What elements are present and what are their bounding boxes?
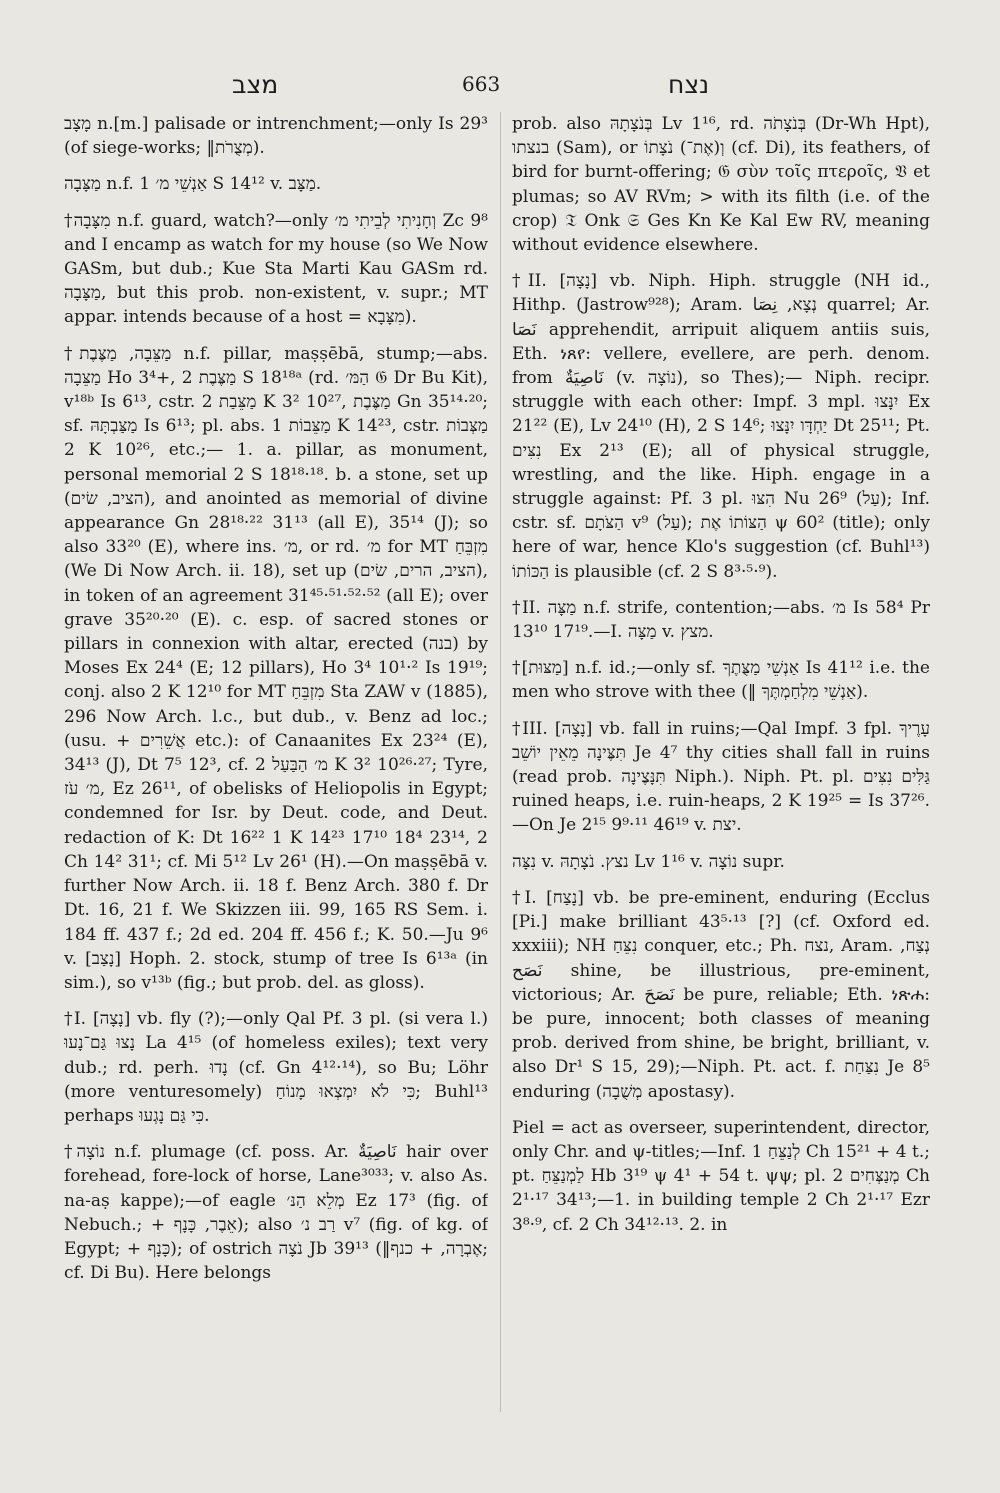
entry: †I. [נָצָה] vb. fly (?);—only Qal Pf. 3 pl. (si vera l.) נָצוּ גַּם־נָעוּ La 4¹⁵ (of homeless exiles); text very dub.; rd. perh. נָדוּ (cf. Gn 4¹²·¹⁴), so Bu; Löhr (more venturesomely) כִּי לֹא יִמְצְאוּ מָנוֹחַ; Buhl¹³ perhaps כִּי גַּם נָגְעוּ. [64, 1009, 488, 1126]
entry: Piel = act as overseer, superintendent, director, only Chr. and ψ-titles;—Inf. לְנַצֵּחַ 1 Ch 15²¹ + 4 t.; pt. לַמְנַצֵּחַ Hb 3¹⁹ ψ 4¹ + 54 t. ψψ; pl. מְנַצְּחִים 2 Ch 2¹·¹⁷ 34¹³;—1. in building temple 2 Ch 2¹·¹⁷ Ezr 3⁸·⁹, cf. 2 Ch 34¹²·¹³. 2. in [512, 1117, 930, 1235]
entry: †II. מַצָּה n.f. strife, contention;—abs. מ׳ Is 58⁴ Pr 13¹⁰ 17¹⁹.—I. מַצָּה v. מצץ. [512, 597, 930, 643]
running-head-right: נצח [668, 70, 710, 99]
entry: †II. [נָצָה] vb. Niph. Hiph. struggle (NH id., Hithp. (Jastrow⁹²⁸); Aram. נְצָא, نِصَا quarrel; Ar. نَصَا apprehendit, arripuit aliquem antiis suis, Eth. ነጸየ: vellere, evellere, are perh. denom. from نَاصِيَةٌ (v. נוֹצָה), so Thes);— Niph. recipr. struggle with each other: Impf. 3 mpl. יִנָּצוּ Ex 21²² (E), Lv 24¹⁰ (H), 2 S 14⁶; יַחְדָּו יִנָּצוּ Dt 25¹¹; Pt. נִצִּים Ex 2¹³ (E); all of physical struggle, wrestling, and the like. Hiph. engage in a struggle against: Pf. 3 pl. הִצּוּ Nu 26⁹ (עַל); Inf. cstr. sf. הַצֹּתָם v⁹ (עַל); הַצּוֹתוֹ אֶת ψ 60² (title); only here of war, hence Klo's suggestion (cf. Buhl¹³) הַכּוֹתוֹ is plausible (cf. 2 S 8³·⁵·⁹). [512, 271, 930, 582]
entry: נִצָּה v. נצץ. נֹצָתָהּ Lv 1¹⁶ v. נוֹצָה supr. [512, 851, 785, 872]
entry: †I. [נָצַח] vb. be pre-eminent, enduring (Ecclus [Pi.] make brilliant 43⁵·¹³ [?] (cf. Oxford ed. xxxiii); NH נִצֵּחַ conquer, etc.; Ph. נצח, Aram. נְצַח, نَصَح shine, be illustrious, pre-eminent, victorious; Ar. نَصَحَ be pure, reliable; Eth. ነጽሐ: be pure, innocent; both classes of meaning prob. derived from shine, be bright, brilliant, v. also Dr¹ S 15, 29);—Niph. Pt. act. f. נִצַּחַת Je 8⁵ enduring (מְשֻׁבָה apostasy). [512, 887, 930, 1102]
entry: †III. [נָצָה] vb. fall in ruins;—Qal Impf. 3 fpl. עָרֶיךָ תִּצֶּינָה מֵאֵין יוֹשֵׁב Je 4⁷ thy cities shall fall in ruins (read prob. תִּנָּצֶינָה Niph.). Niph. Pt. pl. גַּלִּים נִצִּים ruined heaps, i.e. ruin-heaps, 2 K 19²⁵ = Is 37²⁶.—On Je 2¹⁵ 9⁹·¹¹ 46¹⁹ v. יצת. [512, 718, 930, 836]
page-number: 663 [462, 72, 501, 96]
entry: †נוֹצָה n.f. plumage (cf. poss. Ar. نَاصِيَةٌ hair over forehead, fore-lock of horse, Lane³⁰³³; v. also As. na-aṣ kappe);—of eagle מְלֵא הַנּ׳ Ez 17³ (fig. of Nebuch.; + אֵבֶר, כָּנָף); also רַב נ׳ v⁷ (fig. of kg. of Egypt; + כָּנָף); of ostrich נֹצָה Jb 39¹³ (‖אֶבְרָה, + כנף; cf. Di Bu). Here belongs [64, 1142, 488, 1284]
entry: prob. also בְּנֹצָתָהּ Lv 1¹⁶, rd. בְּנֹצָתֹה (Dr-Wh Hpt), בנצתו (Sam), or וְ(אֶת־) נֹצָתוֹ (cf. Di), its feathers, of bird for burnt-offering; 𝔊 σὺν τοῖς πτεροῖς, 𝔙 et plumas; so AV RVm; > with its filth (i.e. of the crop) 𝔗 Onk 𝔖 Ges Kn Ke Kal Ew RV, meaning without evidence elsewhere. [512, 114, 930, 256]
entry: †מִצָּבָה n.f. guard, watch?—only וְחָנִיתִי לְבֵיתִי מ׳ Zc 9⁸ and I encamp as watch for my house (so We Now GASm, but dub.; Kue Sta Marti Kau GASm rd. מַצָּבָה, but this prob. non-existent, v. supr.; MT appar. intends because of a host = מִצָּבָא). [64, 210, 488, 328]
right-column [512, 112, 930, 1482]
entry: †מַצֵּבָה, מַצֶּבֶת n.f. pillar, maṣṣēbā, stump;—abs. מַצֵּבָה Ho 3⁴+, מַצֶּבֶת 2 S 18¹⁸ᵃ (rd. הַמּ׳ 𝔊 Dr Bu Kit), v¹⁸ᵇ Is 6¹³, cstr. מַצֵּבַת 2 K 3² 10²⁷, מַצֶּבֶת Gn 35¹⁴·²⁰; sf. מַצַּבְתָּהּ Is 6¹³; pl. abs. מַצֵּבוֹת 1 K 14²³, cstr. מַצְּבוֹת 2 K 10²⁶, etc.;— 1. a. pillar, as monument, personal memorial 2 S 18¹⁸·¹⁸. b. a stone, set up (הציב, שׂים), and anointed as memorial of divine appearance Gn 28¹⁸·²² 31¹³ (all E), 35¹⁴ (J); so also 33²⁰ (E), where ins. מ׳, or rd. מ׳ for MT מִזְבֵּחַ (We Di Now Arch. ii. 18), set up (הציב, הרים, שׂים), in token of an agreement 31⁴⁵·⁵¹·⁵²·⁵² (all E); over grave 35²⁰·²⁰ (E). c. esp. of sacred stones or pillars in connexion with altar, erected (בנה) by Moses Ex 24⁴ (E; 12 pillars), Ho 3⁴ 10¹·² Is 19¹⁹; conj. also 2 K 12¹⁰ for MT מִזְבֵּחַ Sta ZAW v (1885), 296 Now Arch. l.c., but dub., v. Benz ad loc.; (usu. + אֲשֵׁרִים etc.): of Canaanites Ex 23²⁴ (E), 34¹³ (J), Dt 7⁵ 12³, cf. מ׳ הַבַּעַל 2 K 3² 10²⁶·²⁷; Tyre, מ׳ עֹז, Ez 26¹¹, of obelisks of Heliopolis in Egypt; condemned for Isr. by Deut. code, and Deut. redaction of K: Dt 16²² 1 K 14²³ 17¹⁰ 18⁴ 23¹⁴, 2 Ch 14² 31¹; cf. Mi 5¹² Lv 26¹ (H).—On maṣṣēbā v. further Now Arch. ii. 18 f. Benz Arch. 380 f. Dr Dt. 16, 21 f. We Skizzen iii. 99, 165 RS Sem. i. 184 ff. 437 f.; 2d ed. 204 ff. 456 f.; K. 50.—Ju 9⁶ v. [נָצַב] Hoph. 2. stock, stump of tree Is 6¹³ᵃ (in sim.), so v¹³ᵇ (fig.; but prob. del. as gloss). [64, 343, 488, 993]
column-divider [500, 112, 501, 1412]
entry: †[מַצּוּת] n.f. id.;—only sf. אַנְשֵׁי מַצֻּתֶךָ Is 41¹² i.e. the men who strove with thee (‖ אַנְשֵׁי מִלְחַמְתֶּךָ). [512, 658, 930, 703]
running-head-left: מצב [232, 70, 279, 99]
entry: מָצָב n.[m.] palisade or intrenchment;—only Is 29³ (of siege-works; ‖מְצֻרֹת). [64, 114, 488, 159]
left-column [64, 112, 488, 1482]
entry: מַצָּבָה n.f. אַנְשֵׁי מ׳ 1 S 14¹² v. מַצָּב. [64, 174, 322, 195]
